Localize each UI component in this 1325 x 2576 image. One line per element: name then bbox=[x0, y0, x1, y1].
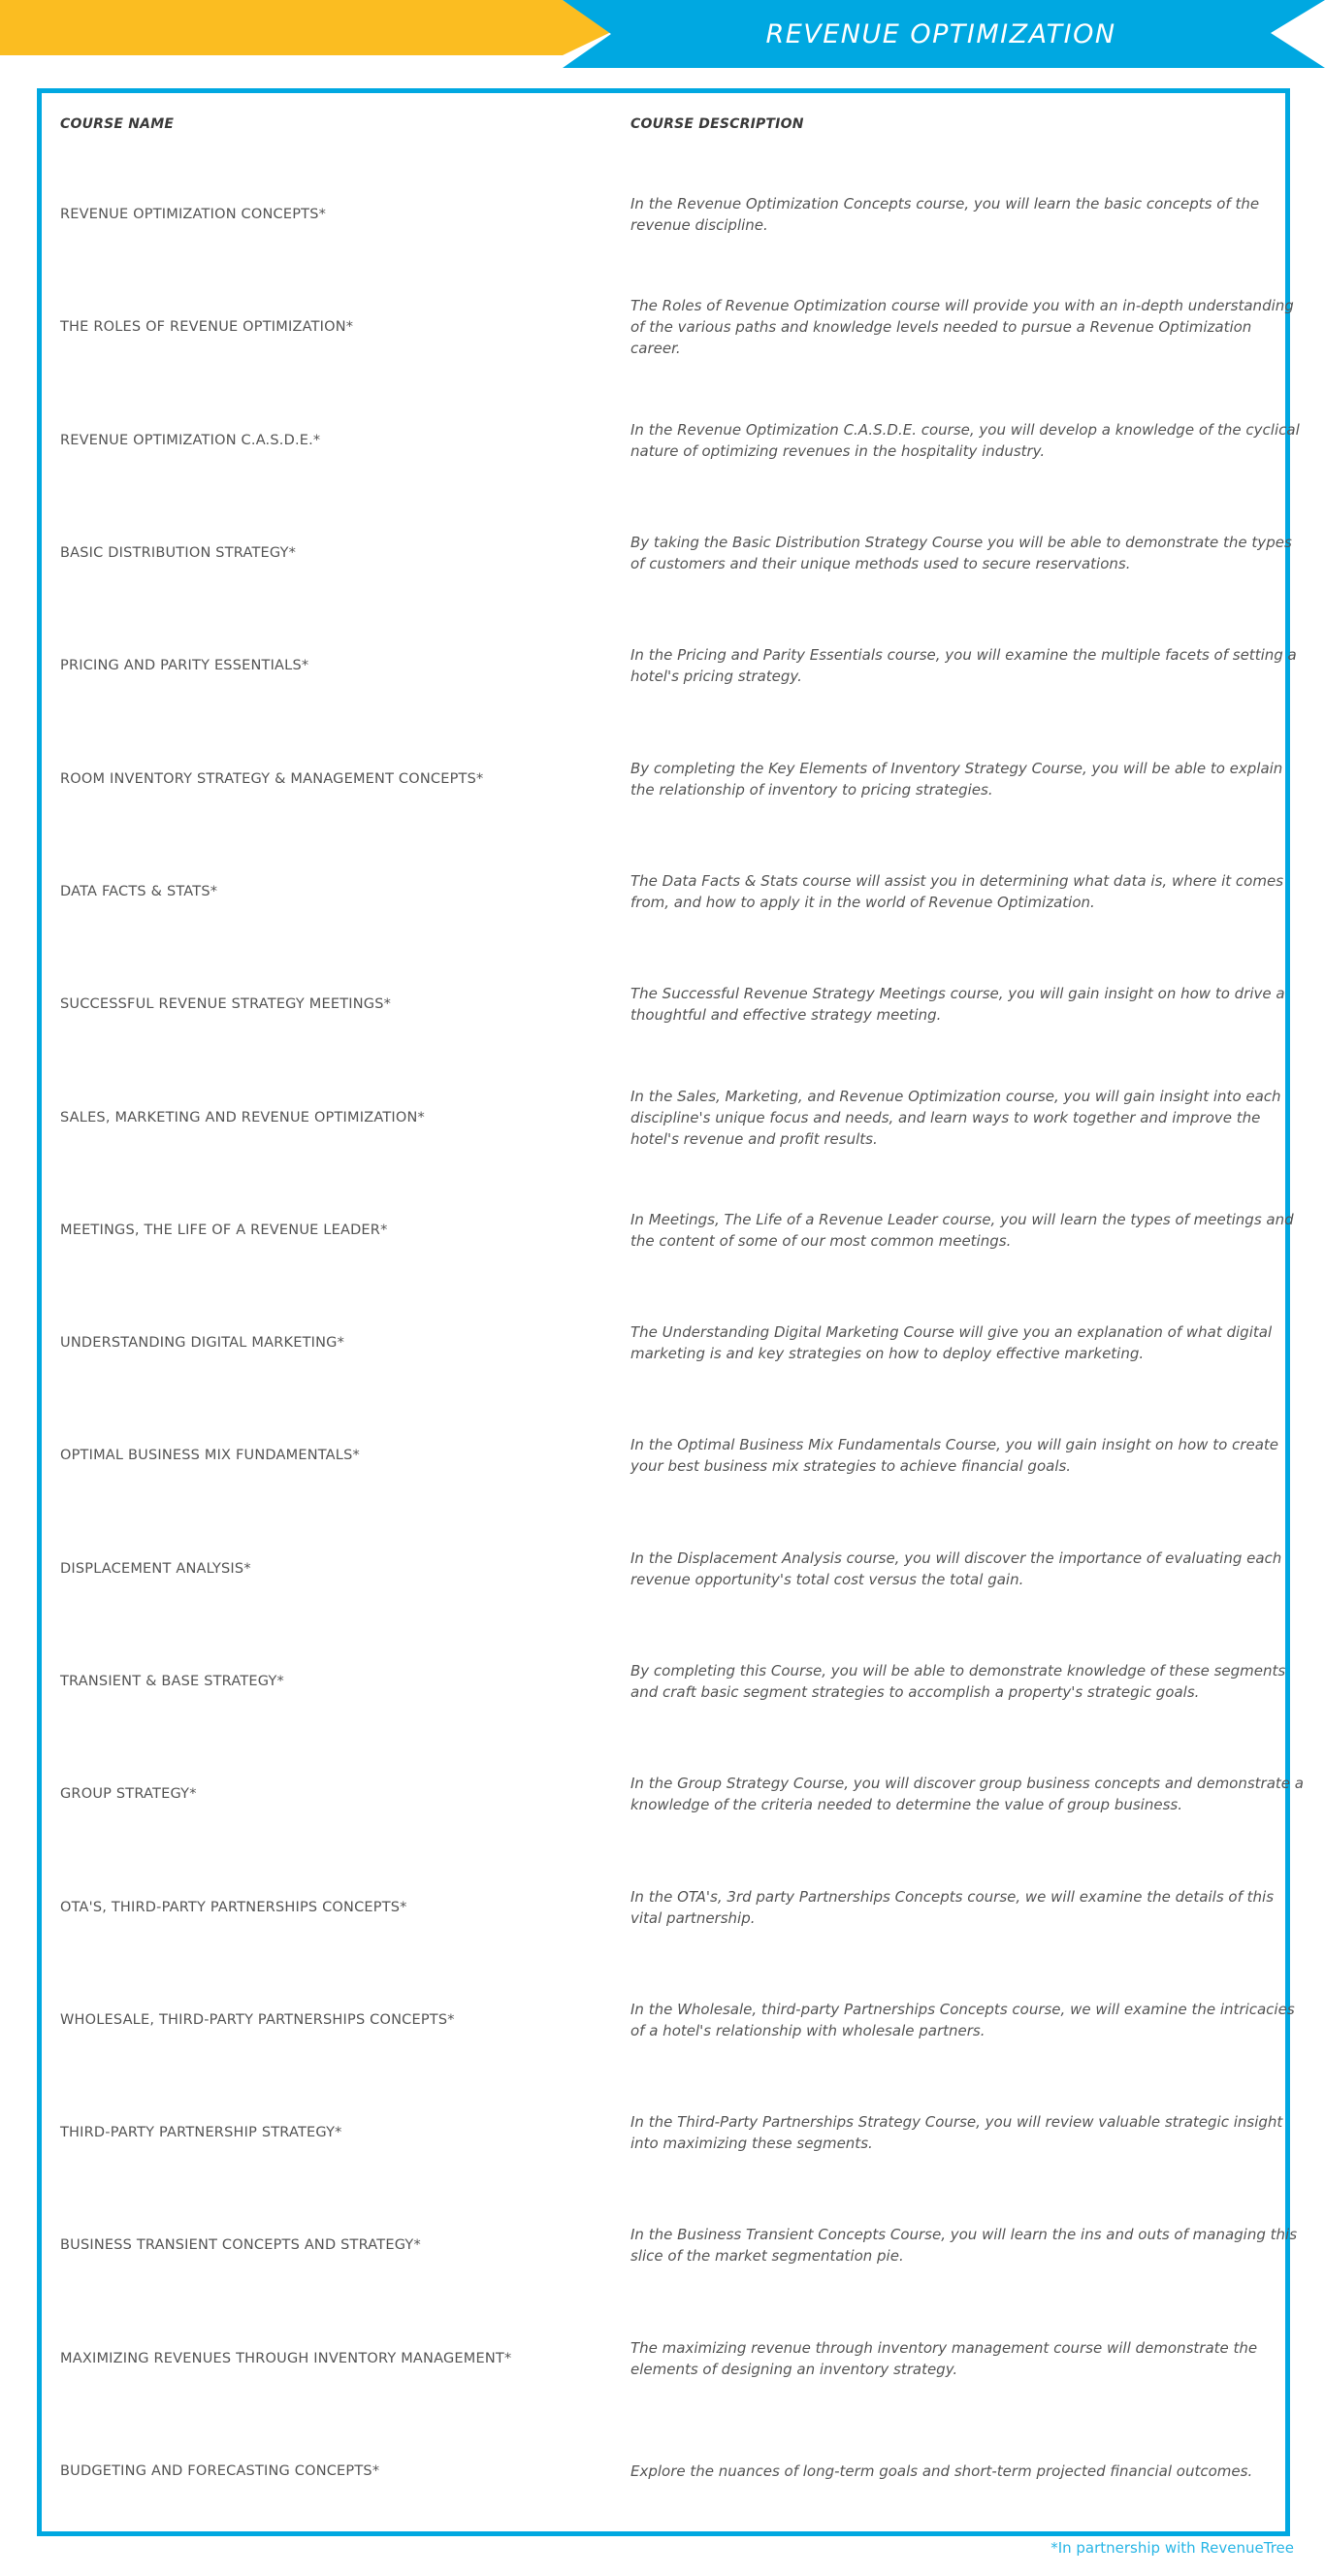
course-description: In the Pricing and Parity Essentials course, you will examine the multiple facets of setting a hotel's pricing strategy. bbox=[630, 646, 1297, 686]
table-row bbox=[42, 2302, 1285, 2415]
course-description: In the Revenue Optimization Concepts course, you will learn the basic concepts of the revenue discipline. bbox=[630, 195, 1260, 235]
course-description: In the Sales, Marketing, and Revenue Optimization course, you will gain insight into each discipline's unique focus and needs, and learn ways to work together and improve the hotel's revenue and profit results. bbox=[630, 1087, 1281, 1148]
banner-yellow-arrow bbox=[0, 0, 611, 55]
table-row bbox=[42, 1964, 1295, 2076]
course-description: The maximizing revenue through inventory management course will demonstrate the elements of designing an inventory strategy. bbox=[630, 2338, 1258, 2378]
course-description: By completing this Course, you will be able to demonstrate knowledge of these segments and craft basic segment strategies to accomplish a property's strategic goals. bbox=[630, 1662, 1286, 1701]
course-name: DATA FACTS & STATS* bbox=[60, 883, 218, 899]
course-name: DISPLACEMENT ANALYSIS* bbox=[60, 1560, 251, 1577]
course-name: OPTIMAL BUSINESS MIX FUNDAMENTALS* bbox=[60, 1448, 360, 1464]
table-row bbox=[42, 271, 1294, 383]
course-description: The Understanding Digital Marketing Course will give you an explanation of what digital marketing is and key strategies on how to deploy effective marketing. bbox=[630, 1323, 1273, 1363]
course-description: In the Wholesale, third-party Partnerships Concepts course, we will examine the intricacies of a hotel's relationship with wholesale partners. bbox=[630, 2000, 1295, 2039]
table-row bbox=[42, 609, 1297, 722]
course-description: By taking the Basic Distribution Strategy Course you will be able to demonstrate the types of customers and their unique methods used to secure reservations. bbox=[630, 534, 1292, 573]
course-description: In the Revenue Optimization C.A.S.D.E. course, you will develop a knowledge of the cyclical nature of optimizing revenues in the hospitality industry. bbox=[630, 420, 1300, 460]
table-row bbox=[42, 1399, 1285, 1512]
header-course-description: COURSE DESCRIPTION bbox=[630, 116, 804, 132]
course-name: TRANSIENT & BASE STRATEGY* bbox=[60, 1674, 285, 1689]
course-description: In the Displacement Analysis course, you will discover the importance of evaluating each revenue opportunity's total cost versus the total gain. bbox=[630, 1549, 1282, 1588]
table-row bbox=[42, 835, 1285, 948]
course-name: MAXIMIZING REVENUES THROUGH INVENTORY MANAGEMENT* bbox=[60, 2350, 512, 2366]
table-row bbox=[42, 2076, 1285, 2189]
course-name: THIRD-PARTY PARTNERSHIP STRATEGY* bbox=[60, 2125, 342, 2141]
course-description: The Data Facts & Stats course will assist you in determining what data is, where it comes from, and how to apply it in the world of Revenue Optimization. bbox=[630, 871, 1284, 911]
course-name: REVENUE OPTIMIZATION C.A.S.D.E.* bbox=[60, 432, 321, 448]
course-name: OTA'S, THIRD-PARTY PARTNERSHIPS CONCEPTS* bbox=[60, 1899, 407, 1915]
table-row bbox=[42, 2415, 1285, 2527]
table-row bbox=[42, 497, 1292, 609]
course-description: In the OTA's, 3rd party Partnerships Concepts course, we will examine the details of this vital partnership. bbox=[630, 1887, 1275, 1927]
course-name: BASIC DISTRIBUTION STRATEGY* bbox=[60, 545, 297, 562]
page-title: REVENUE OPTIMIZATION bbox=[765, 18, 1116, 49]
course-description: In the Group Strategy Course, you will discover group business concepts and demonstrate a knowledge of the criteria needed to determine the value of group business. bbox=[630, 1775, 1304, 1814]
course-name: MEETINGS, THE LIFE OF A REVENUE LEADER* bbox=[60, 1222, 388, 1238]
course-name: BUDGETING AND FORECASTING CONCEPTS* bbox=[60, 2463, 380, 2480]
course-description: Explore the nuances of long-term goals and short-term projected financial outcomes. bbox=[630, 2462, 1253, 2481]
table-row bbox=[42, 1513, 1285, 1625]
course-description: The Roles of Revenue Optimization course will provide you with an in-depth understanding of the various paths and knowledge levels needed to pursue a Revenue Optimization career. bbox=[630, 297, 1294, 358]
header-course-name: COURSE NAME bbox=[60, 116, 175, 132]
course-description: In the Third-Party Partnerships Strategy Course, you will review valuable strategic insight into maximizing these segments. bbox=[630, 2113, 1283, 2153]
course-description: In Meetings, The Life of a Revenue Leader course, you will learn the types of meetings and the content of some of our most common meetings. bbox=[630, 1210, 1294, 1250]
course-name: THE ROLES OF REVENUE OPTIMIZATION* bbox=[60, 319, 354, 336]
table-header bbox=[42, 116, 1285, 136]
table-row bbox=[42, 1738, 1304, 1850]
table-row bbox=[42, 1060, 1285, 1173]
table-row bbox=[42, 1625, 1285, 1738]
table-row bbox=[42, 384, 1300, 497]
course-name: REVENUE OPTIMIZATION CONCEPTS* bbox=[60, 207, 327, 223]
course-description: In the Optimal Business Mix Fundamentals Course, you will gain insight on how to create your best business mix strategies to achieve financial goals. bbox=[630, 1436, 1278, 1476]
table-row bbox=[42, 158, 1285, 271]
table-row bbox=[42, 948, 1285, 1060]
course-description: The Successful Revenue Strategy Meetings course, you will gain insight on how to drive a thoughtful and effective strategy meeting. bbox=[630, 985, 1285, 1025]
course-name: UNDERSTANDING DIGITAL MARKETING* bbox=[60, 1335, 345, 1352]
course-name: BUSINESS TRANSIENT CONCEPTS AND STRATEGY* bbox=[60, 2237, 421, 2254]
course-name: SUCCESSFUL REVENUE STRATEGY MEETINGS* bbox=[60, 996, 392, 1013]
table-row bbox=[42, 1287, 1285, 1399]
table-row bbox=[42, 722, 1285, 834]
course-description: In the Business Transient Concepts Course, you will learn the ins and outs of managing this slice of the market segmentation pie. bbox=[630, 2226, 1298, 2266]
partnership-footnote: *In partnership with RevenueTree bbox=[1050, 2539, 1294, 2557]
course-table-frame bbox=[37, 88, 1304, 2536]
table-body bbox=[42, 158, 1304, 2527]
course-name: ROOM INVENTORY STRATEGY & MANAGEMENT CONCEPTS* bbox=[60, 770, 484, 787]
table-row bbox=[42, 1850, 1285, 1963]
course-name: PRICING AND PARITY ESSENTIALS* bbox=[60, 658, 309, 674]
header-banner bbox=[0, 0, 1325, 68]
course-name: SALES, MARKETING AND REVENUE OPTIMIZATION* bbox=[60, 1109, 425, 1125]
table-row bbox=[42, 1174, 1294, 1287]
table-row bbox=[42, 2189, 1298, 2301]
course-name: WHOLESALE, THIRD-PARTY PARTNERSHIPS CONCEPTS* bbox=[60, 2011, 455, 2028]
course-description: By completing the Key Elements of Inventory Strategy Course, you will be able to explain the relationship of inventory to pricing strategies. bbox=[630, 759, 1283, 799]
course-name: GROUP STRATEGY* bbox=[60, 1786, 197, 1803]
